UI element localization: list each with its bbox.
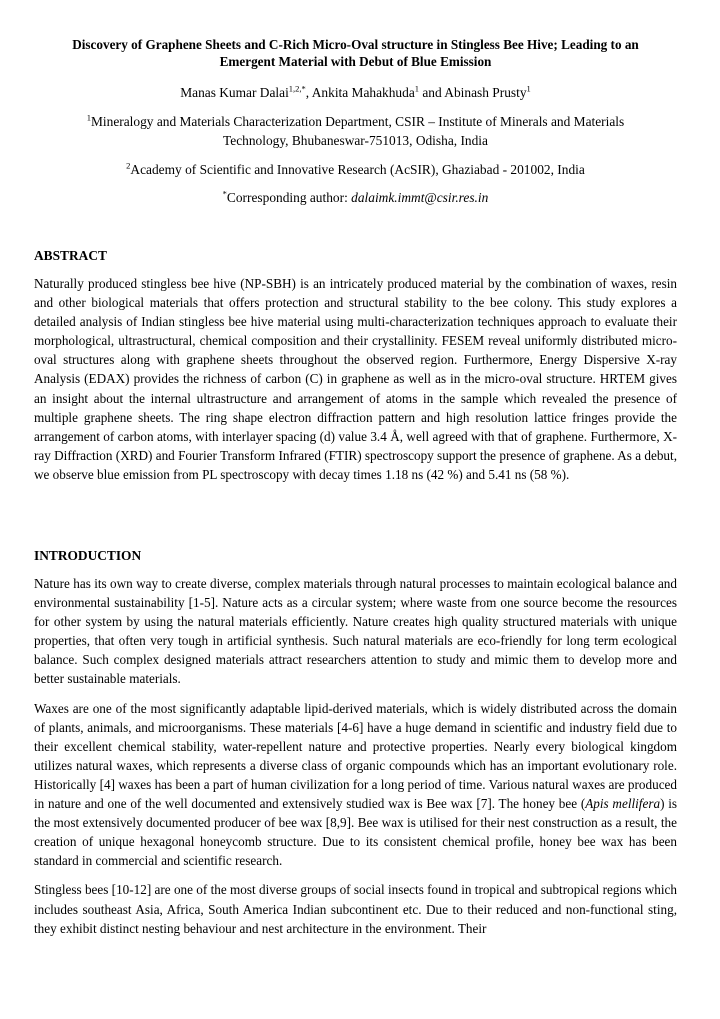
abstract-heading: ABSTRACT (34, 248, 107, 263)
species-name: Apis mellifera (585, 796, 661, 812)
affiliation-1 (34, 112, 677, 150)
introduction-heading: INTRODUCTION (34, 548, 142, 563)
author-affiliation-mark: 1,2,* (288, 83, 306, 94)
title-line-2: Emergent Material with Debut of Blue Emission (219, 54, 492, 69)
affiliation-1-line-2: Technology, Bhubaneswar-751013, Odisha, India (223, 133, 488, 148)
author-name: Manas Kumar Dalai (180, 85, 289, 100)
intro-paragraph-2 (34, 699, 677, 871)
author-name: and Abinash Prusty (419, 85, 527, 100)
intro-paragraph-1: Nature has its own way to create diverse, complex materials through natural processes to maintain ecological balance and environmental sustainability [1-5]. Nature acts as a circular system; where waste from one source become the resources for other system by using the natural materials efficiently. Nature creates high quality structured materials with unique properties, that often very tough in artificial synthesis. Such natural materials are eco-friendly for long term ecological balance. Such complex designed materials attract researchers attention to study and mimic them to develop more and better sustainable materials. (34, 576, 677, 687)
corresponding-author (34, 188, 677, 207)
affiliation-2 (34, 160, 677, 179)
author-affiliation-mark: 1 (414, 83, 420, 94)
affiliation-mark: 1 (86, 112, 91, 123)
corresponding-mark: * (222, 188, 227, 199)
affiliation-1-line-1: Mineralogy and Materials Characterization Department, CSIR – Institute of Minerals and Materials (91, 114, 625, 129)
corresponding-email-link[interactable]: dalaimk.immt@csir.res.in (351, 190, 489, 205)
abstract-paragraph: Naturally produced stingless bee hive (NP-SBH) is an intricately produced material by the combination of waxes, resin and other biological materials that offers protection and structural stability to the bee colony. This study explores a detailed analysis of Indian stingless bee hive material using multi-characterization techniques approach to evaluate their morphological, ultrastructural, chemical composition and their crystallinity. FESEM reveal uniformly distributed micro-oval structures along with graphene sheets throughout the observed region. Furthermore, Energy Dispersive X-ray Analysis (EDAX) provides the richness of carbon (C) in graphene as well as in the micro-oval structure. HRTEM gives an insight about the internal ultrastructure and arrangement of atoms in the sample which revealed the presence of multiple graphene sheets. The ring shape electron diffraction pattern and high resolution lattice fringes provide the arrangement of carbon atoms, with interlayer spacing (d) value 3.4 Å, well agreed with that of graphene. Furthermore, X-ray Diffraction (XRD) and Fourier Transform Infrared (FTIR) spectroscopy support the presence of graphene. As a debut, we observe blue emission from PL spectroscopy with decay times 1.18 ns (42 %) and 5.41 ns (58 %). (34, 276, 677, 482)
affiliation-mark: 2 (126, 160, 131, 171)
introduction-body (34, 574, 677, 938)
author-name: , Ankita Mahakhuda (305, 85, 415, 100)
author-affiliation-mark: 1 (526, 83, 531, 94)
title-line-1: Discovery of Graphene Sheets and C-Rich Micro-Oval structure in Stingless Bee Hive; Leading to an (72, 37, 639, 52)
intro-paragraph-2-part-2: ) is the most extensively documented producer of bee wax [8,9]. Bee wax is utilised for their nest construction as a result, the creation of unique hexagonal honeycomb structure. Due to its consistent chemical profile, honey bee wax has been standard in commercial and scientific research. (34, 796, 678, 869)
corresponding-label: Corresponding author: (226, 190, 352, 205)
intro-paragraph-3: Stingless bees [10-12] are one of the most diverse groups of social insects found in tropical and subtropical regions which includes southeast Asia, Africa, South America Indian subcontinent etc. Due to their reduced and non-functional sting, they exhibit distinct nesting behaviour and nest architecture in the environment. Their (34, 882, 677, 936)
intro-paragraph-2-part-1: Waxes are one of the most significantly adaptable lipid-derived materials, which is widely distributed across the domain of plants, animals, and microorganisms. These materials [4-6] have a huge demand in scientific and industry field due to their excellent chemical stability, water-repellent nature and protective properties. Nearly every biological kingdom utilizes natural waxes, which represents a diverse class of organic compounds which has an important evolutionary role. Historically [4] waxes has been a part of human civilization for a long period of time. Various natural waxes are produced in nature and one of the well documented and extensively studied wax is Bee wax [7]. The honey bee ( (34, 700, 677, 812)
author-list (34, 83, 677, 102)
paper-title (34, 36, 677, 70)
affiliation-2-text: Academy of Scientific and Innovative Research (AcSIR), Ghaziabad - 201002, India (130, 162, 585, 177)
abstract-text (34, 274, 677, 484)
